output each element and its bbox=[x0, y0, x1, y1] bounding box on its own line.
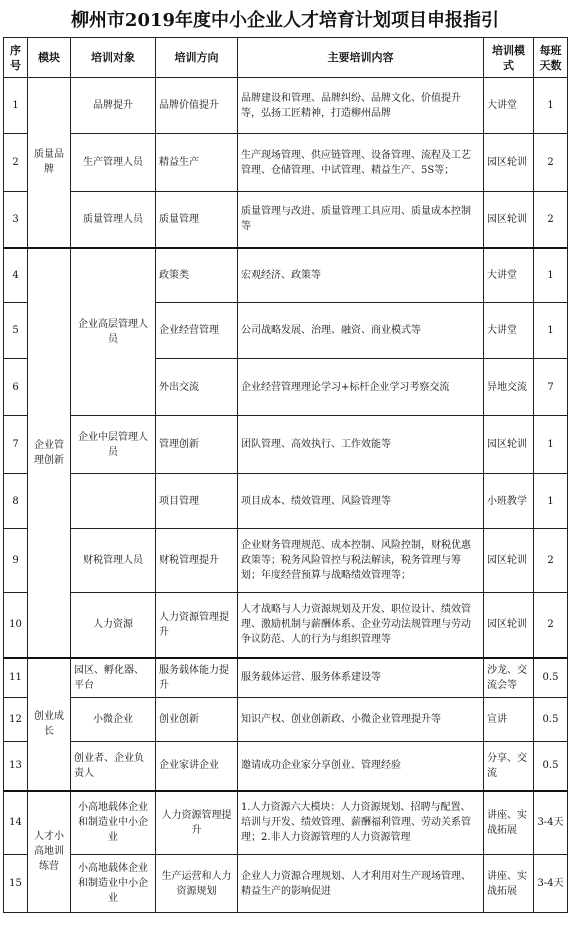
row-content: 质量管理与改进、质量管理工具应用、质量成本控制等 bbox=[238, 192, 484, 248]
row-content: 1.人力资源六大模块：人力资源规划、招聘与配置、培训与开发、绩效管理、薪酬福利管理、劳动关系管理；2.非人力资源管理的人力资源管理 bbox=[238, 791, 484, 855]
row-days: 0.5 bbox=[534, 658, 568, 698]
row-target: 质量管理人员 bbox=[71, 192, 156, 248]
module-cell: 企业管理创新 bbox=[28, 248, 71, 658]
row-direction: 精益生产 bbox=[156, 134, 238, 192]
row-direction: 创业创新 bbox=[156, 698, 238, 742]
row-target: 人力资源 bbox=[71, 593, 156, 658]
row-direction: 企业经营管理 bbox=[156, 303, 238, 359]
table-header-row bbox=[4, 38, 568, 78]
row-days: 1 bbox=[534, 474, 568, 529]
row-mode: 园区轮训 bbox=[484, 593, 534, 658]
row-target: 企业中层管理人员 bbox=[71, 416, 156, 474]
table-row bbox=[4, 474, 568, 529]
row-no: 1 bbox=[4, 78, 28, 134]
row-target: 财税管理人员 bbox=[71, 529, 156, 593]
row-days: 3-4天 bbox=[534, 791, 568, 855]
row-content: 邀请成功企业家分享创业、管理经验 bbox=[238, 742, 484, 791]
table-row bbox=[4, 134, 568, 192]
header-mode: 培训模式 bbox=[484, 38, 534, 78]
header-content: 主要培训内容 bbox=[238, 38, 484, 78]
row-direction: 品牌价值提升 bbox=[156, 78, 238, 134]
row-target bbox=[71, 474, 156, 529]
row-direction: 财税管理提升 bbox=[156, 529, 238, 593]
table-row bbox=[4, 78, 568, 134]
row-mode: 小班教学 bbox=[484, 474, 534, 529]
row-target: 小微企业 bbox=[71, 698, 156, 742]
table-row bbox=[4, 192, 568, 248]
row-days: 0.5 bbox=[534, 698, 568, 742]
row-no: 14 bbox=[4, 791, 28, 855]
row-no: 8 bbox=[4, 474, 28, 529]
row-days: 2 bbox=[534, 134, 568, 192]
table-row bbox=[4, 658, 568, 698]
row-direction: 服务载体能力提升 bbox=[156, 658, 238, 698]
row-no: 15 bbox=[4, 855, 28, 913]
row-no: 4 bbox=[4, 248, 28, 303]
row-content: 公司战略发展、治理、融资、商业模式等 bbox=[238, 303, 484, 359]
row-mode: 大讲堂 bbox=[484, 78, 534, 134]
row-direction: 外出交流 bbox=[156, 359, 238, 416]
table-row bbox=[4, 742, 568, 791]
row-days: 7 bbox=[534, 359, 568, 416]
row-mode: 大讲堂 bbox=[484, 248, 534, 303]
module-cell: 质量品牌 bbox=[28, 78, 71, 248]
row-mode: 园区轮训 bbox=[484, 529, 534, 593]
row-mode: 宣讲 bbox=[484, 698, 534, 742]
module-cell: 人才小高地训练营 bbox=[28, 791, 71, 913]
row-target: 品牌提升 bbox=[71, 78, 156, 134]
row-no: 12 bbox=[4, 698, 28, 742]
row-content: 企业经营管理理论学习+标杆企业学习考察交流 bbox=[238, 359, 484, 416]
row-days: 1 bbox=[534, 78, 568, 134]
row-direction: 项目管理 bbox=[156, 474, 238, 529]
row-days: 2 bbox=[534, 593, 568, 658]
row-no: 10 bbox=[4, 593, 28, 658]
table-row bbox=[4, 529, 568, 593]
row-mode: 分享、交流 bbox=[484, 742, 534, 791]
table-row bbox=[4, 248, 568, 303]
row-target: 小高地载体企业和制造业中小企业 bbox=[71, 855, 156, 913]
row-no: 7 bbox=[4, 416, 28, 474]
row-no: 3 bbox=[4, 192, 28, 248]
row-no: 6 bbox=[4, 359, 28, 416]
row-days: 2 bbox=[534, 529, 568, 593]
row-content: 生产现场管理、供应链管理、设备管理、流程及工艺管理、仓储管理、中试管理、精益生产、5S等； bbox=[238, 134, 484, 192]
row-content: 品牌建设和管理、品牌纠纷、品牌文化、价值提升等，弘扬工匠精神，打造柳州品牌 bbox=[238, 78, 484, 134]
row-direction: 政策类 bbox=[156, 248, 238, 303]
row-no: 13 bbox=[4, 742, 28, 791]
header-module: 模块 bbox=[28, 38, 71, 78]
row-direction: 企业家讲企业 bbox=[156, 742, 238, 791]
table-row bbox=[4, 416, 568, 474]
row-mode: 大讲堂 bbox=[484, 303, 534, 359]
row-content: 项目成本、绩效管理、风险管理等 bbox=[238, 474, 484, 529]
row-days: 1 bbox=[534, 248, 568, 303]
row-days: 0.5 bbox=[534, 742, 568, 791]
table-row bbox=[4, 698, 568, 742]
row-no: 5 bbox=[4, 303, 28, 359]
row-content: 人才战略与人力资源规划及开发、职位设计、绩效管理、激励机制与薪酬体系、企业劳动法规管理与劳动争议防范、人的行为与组织管理等 bbox=[238, 593, 484, 658]
row-no: 2 bbox=[4, 134, 28, 192]
row-target: 创业者、企业负责人 bbox=[71, 742, 156, 791]
row-content: 知识产权、创业创新政、小微企业管理提升等 bbox=[238, 698, 484, 742]
page-title: 柳州市2019年度中小企业人才培育计划项目申报指引 bbox=[70, 10, 500, 31]
row-days: 2 bbox=[534, 192, 568, 248]
row-target: 企业高层管理人员 bbox=[71, 248, 156, 416]
row-content: 服务载体运营、服务体系建设等 bbox=[238, 658, 484, 698]
row-days: 3-4天 bbox=[534, 855, 568, 913]
header-target: 培训对象 bbox=[71, 38, 156, 78]
row-no: 9 bbox=[4, 529, 28, 593]
row-content: 宏观经济、政策等 bbox=[238, 248, 484, 303]
row-mode: 园区轮训 bbox=[484, 192, 534, 248]
row-mode: 异地交流 bbox=[484, 359, 534, 416]
header-no: 序号 bbox=[4, 38, 28, 78]
table-row bbox=[4, 593, 568, 658]
table-row bbox=[4, 855, 568, 913]
row-mode: 园区轮训 bbox=[484, 134, 534, 192]
row-days: 1 bbox=[534, 303, 568, 359]
table-row bbox=[4, 791, 568, 855]
row-direction: 质量管理 bbox=[156, 192, 238, 248]
module-cell: 创业成长 bbox=[28, 658, 71, 791]
header-direction: 培训方向 bbox=[156, 38, 238, 78]
row-mode: 园区轮训 bbox=[484, 416, 534, 474]
row-direction: 生产运营和人力资源规划 bbox=[156, 855, 238, 913]
row-direction: 人力资源管理提升 bbox=[156, 593, 238, 658]
row-mode: 讲座、实战拓展 bbox=[484, 791, 534, 855]
training-plan-table bbox=[3, 37, 568, 913]
row-target: 园区、孵化器、平台 bbox=[71, 658, 156, 698]
row-target: 小高地载体企业和制造业中小企业 bbox=[71, 791, 156, 855]
row-target: 生产管理人员 bbox=[71, 134, 156, 192]
row-content: 企业人力资源合理规划、人才利用对生产现场管理、精益生产的影响促进 bbox=[238, 855, 484, 913]
row-mode: 讲座、实战拓展 bbox=[484, 855, 534, 913]
row-no: 11 bbox=[4, 658, 28, 698]
row-content: 企业财务管理规范、成本控制、风险控制，财税优惠政策等；税务风险管控与税法解读，税务管理与筹划；年度经营预算与战略绩效管理等； bbox=[238, 529, 484, 593]
row-direction: 管理创新 bbox=[156, 416, 238, 474]
header-days: 每班天数 bbox=[534, 38, 568, 78]
row-days: 1 bbox=[534, 416, 568, 474]
row-mode: 沙龙、交流会等 bbox=[484, 658, 534, 698]
row-direction: 人力资源管理提升 bbox=[156, 791, 238, 855]
row-content: 团队管理、高效执行、工作效能等 bbox=[238, 416, 484, 474]
